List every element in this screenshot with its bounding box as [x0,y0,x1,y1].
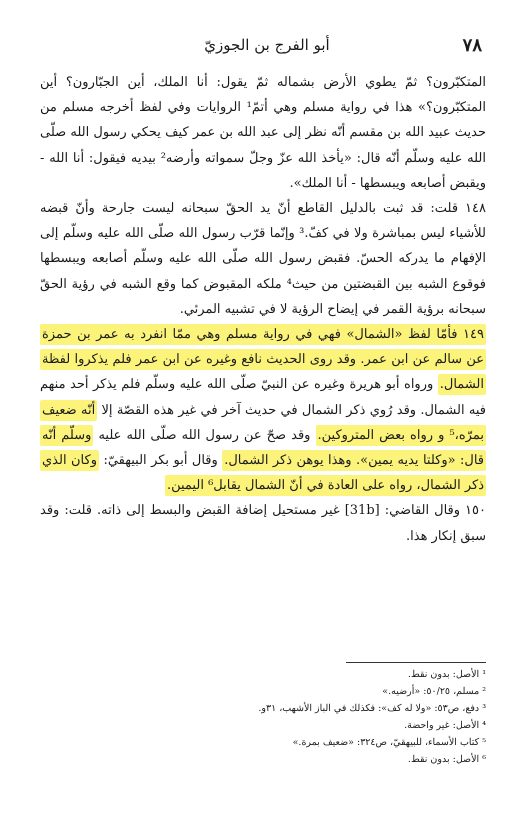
footnote-divider [346,662,486,663]
plain-passage: وقال أبو بكر البيهقيّ: [99,453,223,469]
footnote: ² مسلم، ٥٠/٢٥: «أرضيه.» [382,686,486,697]
paragraph-150: ١٥٠ وقال القاضي: [31b] غير مستحيل إضافة القبض والبسط إلى ذاته. قلت: وقد سبق إنكار هذا. [40,503,486,544]
footnote: ⁵ كتاب الأسماء، للبيهقيّ، ص٣٢٤: «ضعيف بمرة.» [292,737,486,748]
highlighted-passage: أنّه ضعيف بمرّه،⁵ و رواه بعض المتروكين. [40,400,486,446]
page-header [52,30,482,60]
plain-passage: وقد صحّ عن رسول الله صلّى الله عليه [93,427,316,443]
paragraph-149 [40,322,486,498]
footnotes [200,666,486,768]
footnote: ³ دفع، ص٥٣: «ولا له كف»: فكذلك في الباز الأشهب، ٣١و. [258,703,486,714]
footnote: ¹ الأصل: بدون نقط. [407,669,486,680]
paragraph-1: المتكبّرون؟ ثمّ يطوي الأرض بشماله ثمّ يقول: أنا الملك، أين الجبّارون؟ أين المتكبّرون؟» هذا في رواية مسلم وهي أتمّ¹ الروايات وفي لفظ أخرجه مسلم من حديث عبيد الله بن مقسم أنّه نظر إلى عبد الله بن عمر كيف يحكي رسول الله صلّى الله عليه وسلّم أنّه قال: «يأخذ الله عزّ وجلّ سمواته وأرضه² بيديه فيقول: أنا الله - ويقبض أصابعه ويبسطها - أنا الملك». [40,75,486,191]
running-head: أبو الفرج بن الجوزيّ [204,36,330,54]
highlighted-passage: وسلّم أنّه قال: «وكلتا يديه يمين». وهذا يوهن ذكر الشمال. [40,425,486,471]
highlighted-passage: ١٤٩ فأمّا لفظ «الشمال» فهي في رواية مسلم وهي ممّا انفرد به عمر بن حمزة عن سالم عن ابن عمر. وقد روى الحديث نافع وغيره عن ابن عمر فلم يذكروا لفظة الشمال. [40,324,486,395]
highlighted-passage: وكان الذي ذكر الشمال، رواه على العادة في أنّ الشمال يقابل⁶ اليمين. [40,450,486,496]
body-text [40,70,486,549]
plain-passage: ورواه أبو هريرة وغيره عن النبيّ صلّى الله عليه وسلّم فلم يذكر أحد منهم فيه الشمال. وقد رُوي ذكر الشمال في حديث آخر في غير هذه القصّة إلا [40,377,486,418]
page-number: ٧٨ [462,34,482,56]
footnote: ⁶ الأصل: بدون نقط. [407,754,486,765]
paragraph-148: ١٤٨ قلت: قد ثبت بالدليل القاطع أنّ يد الحقّ سبحانه ليست جارحة وأنّ قبضه للأشياء ليس بمباشرة ولا في كفّ.³ وإنّما قرّب رسول الله صلّى الله عليه وسلّم إلى الإفهام ما يدركه الحسّ. فقبض رسول الله صلّى الله عليه وسلّم أصابعه ويبسطها فوقوع الشبه بين القبضتين من حيث⁴ ملكه المقبوض كما وقع الشبه في رؤية الحقّ سبحانه برؤية القمر في إيضاح الرؤية لا في تشبيه المرئي. [40,201,487,317]
footnote: ⁴ الأصل: غير واحضة. [404,720,486,731]
